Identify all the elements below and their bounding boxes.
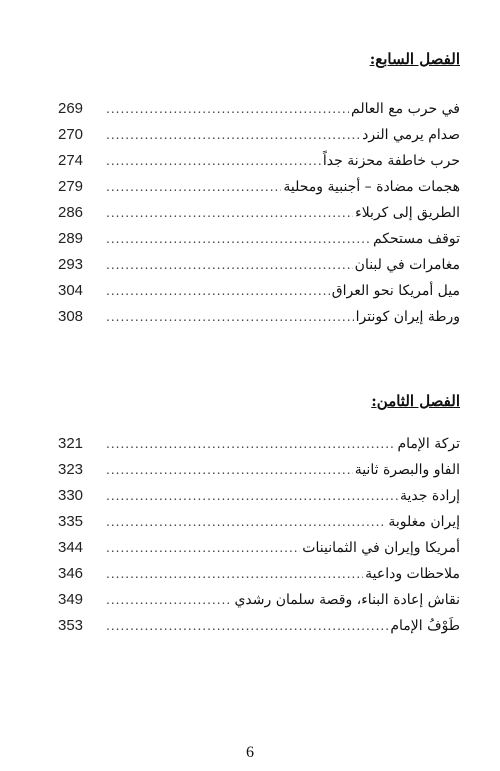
- toc-entry: [58, 565, 460, 591]
- toc-entry: [58, 487, 460, 513]
- toc-page-number: 323: [58, 461, 84, 478]
- toc-entry-title: حرب خاطفة محزنة جداً: [322, 153, 460, 169]
- toc-entry: [58, 539, 460, 565]
- toc-entry-title: إيران مغلوبة: [388, 514, 460, 530]
- dot-leader: [106, 437, 395, 451]
- toc-page-number: 346: [58, 565, 84, 582]
- toc-page-number: 269: [58, 100, 84, 117]
- toc-entry: [58, 178, 460, 204]
- toc-entry-title: مغامرات في لبنان: [354, 257, 460, 273]
- toc-entry: [58, 152, 460, 178]
- chapter-8-heading: الفصل الثامن:: [371, 392, 460, 410]
- toc-entry-title: ملاحظات وداعية: [365, 566, 460, 582]
- dot-leader: [106, 284, 330, 298]
- toc-entry-title: ميل أمريكا نحو العراق: [331, 283, 460, 299]
- toc-page-number: 349: [58, 591, 84, 608]
- dot-leader: [106, 567, 363, 581]
- toc-entry: [58, 256, 460, 282]
- dot-leader: [106, 593, 232, 607]
- dot-leader: [106, 619, 388, 633]
- toc-entry-title: نقاش إعادة البناء، وقصة سلمان رشدي: [234, 592, 460, 608]
- toc-entry: [58, 435, 460, 461]
- toc-page-number: 321: [58, 435, 84, 452]
- dot-leader: [106, 180, 281, 194]
- toc-entry: [58, 204, 460, 230]
- toc-page-number: 330: [58, 487, 84, 504]
- toc-entry-title: صدام يرمي النرد: [362, 127, 460, 143]
- toc-entry: [58, 230, 460, 256]
- dot-leader: [106, 463, 353, 477]
- toc-entry-title: الفاو والبصرة ثانية: [354, 462, 460, 478]
- toc-entry-title: في حرب مع العالم: [351, 101, 460, 117]
- toc-page-number: 289: [58, 230, 84, 247]
- toc-entry: [58, 591, 460, 617]
- dot-leader: [106, 541, 300, 555]
- toc-entry-title: إرادة جدية: [400, 488, 460, 504]
- toc-entry: [58, 461, 460, 487]
- toc-entry-title: طَوْفُ الإمام: [390, 618, 460, 634]
- dot-leader: [106, 232, 371, 246]
- toc-page-number: 304: [58, 282, 84, 299]
- toc-entry: [58, 513, 460, 539]
- toc-entry-title: الطريق إلى كربلاء: [355, 205, 460, 221]
- chapter-7-toc: [58, 100, 460, 334]
- dot-leader: [106, 489, 398, 503]
- toc-page-number: 335: [58, 513, 84, 530]
- toc-entry-title: تركة الإمام: [397, 436, 460, 452]
- chapter-8-toc: [58, 435, 460, 643]
- toc-entry: [58, 617, 460, 643]
- dot-leader: [106, 128, 360, 142]
- toc-page-number: 270: [58, 126, 84, 143]
- toc-entry: [58, 100, 460, 126]
- toc-page-number: 353: [58, 617, 84, 634]
- toc-page-number: 274: [58, 152, 84, 169]
- toc-entry-title: أمريكا وإيران في الثمانينات: [302, 540, 460, 556]
- toc-entry-title: هجمات مضادة – أجنبية ومحلية: [283, 179, 460, 195]
- toc-page-number: 308: [58, 308, 84, 325]
- toc-page-number: 286: [58, 204, 84, 221]
- dot-leader: [106, 515, 386, 529]
- toc-entry: [58, 282, 460, 308]
- toc-page-number: 344: [58, 539, 84, 556]
- toc-entry-title: ورطة إيران كونترا: [355, 309, 460, 325]
- dot-leader: [106, 258, 353, 272]
- dot-leader: [106, 206, 353, 220]
- toc-entry: [58, 126, 460, 152]
- toc-entry-title: توقف مستحكم: [372, 231, 460, 247]
- toc-page-number: 293: [58, 256, 84, 273]
- toc-entry: [58, 308, 460, 334]
- page-number: 6: [246, 744, 254, 761]
- dot-leader: [106, 102, 349, 116]
- toc-page-number: 279: [58, 178, 84, 195]
- dot-leader: [106, 310, 354, 324]
- chapter-7-heading: الفصل السابع:: [369, 50, 460, 68]
- dot-leader: [106, 154, 321, 168]
